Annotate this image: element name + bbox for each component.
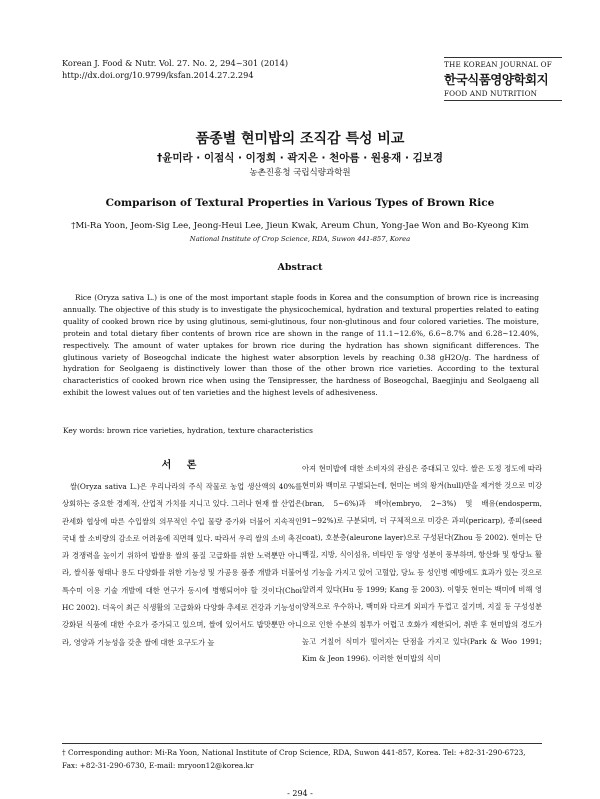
affiliation-korean: 농촌진흥청 국립식량과학원 (249, 168, 351, 178)
abstract-heading: Abstract (277, 262, 323, 273)
intro-right-text: 아져 현미밥에 대한 소비자의 관심은 증대되고 있다. 쌀은 도정 정도에 따라 현미와 백미로 구별되는데, 현미는 벼의 왕겨(hull)만을 제거한 것으로 미강(bran, 5~6%)과 배아(embryo, 2~3%) 및 배유(endosperm, 91~92%)로 구분되며, 더 구체적으로 미강은 과피(pericarp), 종피(seed coat), 호분층(aleurone layer)으로 구성된다(Zhou 등 2002). 현미는 단백질, 지방, 식이섬유, 비타민 등 영양 성분이 풍부하며, 항산화 및 항당뇨 활성 기능을 가지고 있어 고혈압, 당뇨 등 성인병 예방에도 효과가 있는 것으로 알려져 있다(Hu 등 1999; Kang 등 2003). 이렇듯 현미는 백미에 비해 영양적으로 우수하나, 백미와 다르게 외피가 두껍고 질기며, 지질 등 구성성분으로 인한 수분의 침투가 어렵고 호화가 제한되어, 취반 후 현미밥의 경도가 높고 거칠어 식미가 떨어지는 단점을 가지고 있다(Park & Woo 1991; Kim & Jeon 1996). 이러한 현미밥의 식미 (302, 464, 542, 664)
citation-line: Korean J. Food & Nutr. Vol. 27. No. 2, 294~301 (2014) (62, 58, 289, 68)
abstract-text: Rice (Oryza sativa L.) is one of the most important staple foods in Korea and the consumption of brown rice is increasing annually. The objective of this study is to investigate the physicochemical, hydration and textural properties related to eating quality of cooked brown rice by using glutinous, semi-glutinous, four non-glutinous and four colored varieties. The moisture, protein and total dietary fiber contents of brown rice are shown in the range of 11.1~12.6%, 6.6~8.7% and 6.28~12.40%, respectively. The amount of water uptakes for brown rice during the hydration has shown significant differences. The glutinous variety of Boseogchal indicate the highest water absorption levels by reaching 0.38 gH2O/g. The hardness of hydration for Seolgaeng is distinctively lower than those of the other brown rice varieties. According to the textural characteristics of cooked brown rice when using the Tensipresser, the hardness of Boseogchal, Baegjinju and Seolgaeng all exhibit the lowest values out of ten varieties and the highest levels of adhesiveness. (63, 293, 539, 398)
journal-name-en-top: THE KOREAN JOURNAL OF (444, 57, 562, 69)
journal-name-en-bottom: FOOD AND NUTRITION (444, 89, 562, 101)
intro-left-column (62, 460, 302, 651)
page-number: - 294 - (287, 789, 313, 798)
journal-name-ko: 한국식품영양학회지 (444, 72, 549, 87)
citation-block (62, 57, 288, 81)
title-korean: 품종별 현미밥의 조직감 특성 비교 (195, 131, 405, 147)
corresponding-author-footnote: † Corresponding author: Mi-Ra Yoon, National Institute of Crop Science, RDA, Suwon 441-857, Korea. Tel: +82-31-290-6723, Fax: +82-31-290-6730, E-mail: mryoon12@korea.kr (62, 743, 542, 772)
journal-logo-block (444, 57, 562, 101)
affiliation-english: National Institute of Crop Science, RDA, Suwon 441-857, Korea (189, 235, 411, 243)
doi-line[interactable]: http://dx.doi.org/10.9799/ksfan.2014.27.2.294 (62, 70, 254, 80)
intro-left-text: 쌀(Oryza sativa L.)은 우리나라의 주식 작물로 농업 생산액의 40%를 상회하는 중요한 경제적, 산업적 가치를 지니고 있다. 그러나 현재 쌀 산업은 관세화 협상에 따른 수입쌀의 의무적인 수입 물량 증가와 더불어 지속적인 국내 쌀 소비량의 감소로 어려움에 직면해 있다. 따라서 우리 쌀의 소비 촉진과 경쟁력을 높이기 위하여 밥쌀용 쌀의 품질 고급화를 위한 노력뿐만 아니라, 쌀식품 형태나 용도 다양화를 위한 기능성 및 가공용 품종 개발과 더불어 특수미 이용 기술 개발에 대한 연구가 동시에 병행되어야 할 것이다(Choi HC 2002). 더욱이 최근 식생활의 고급화와 다양화 추세로 건강과 기능성이 강화된 식품에 대한 수요가 증가되고 있으며, 쌀에 있어서도 밥맛뿐만 아니라, 영양과 기능성을 갖춘 쌀에 대한 요구도가 높 (62, 482, 302, 647)
intro-right-column (302, 460, 542, 668)
authors-english: †Mi-Ra Yoon, Jeom-Sig Lee, Jeong-Heui Lee, Jieun Kwak, Areum Chun, Yong-Jae Won and Bo-Kyeong Kim (71, 221, 529, 231)
intro-heading: 서 론 (161, 460, 203, 471)
keywords-text: Key words: brown rice varieties, hydration, texture characteristics (63, 426, 313, 435)
abstract-body (63, 292, 539, 399)
keywords (63, 425, 539, 437)
title-english: Comparison of Textural Properties in Various Types of Brown Rice (105, 197, 495, 209)
authors-korean: †윤미라 · 이점식 · 이정희 · 곽지은 · 천아름 · 원용재 · 김보경 (156, 152, 444, 164)
